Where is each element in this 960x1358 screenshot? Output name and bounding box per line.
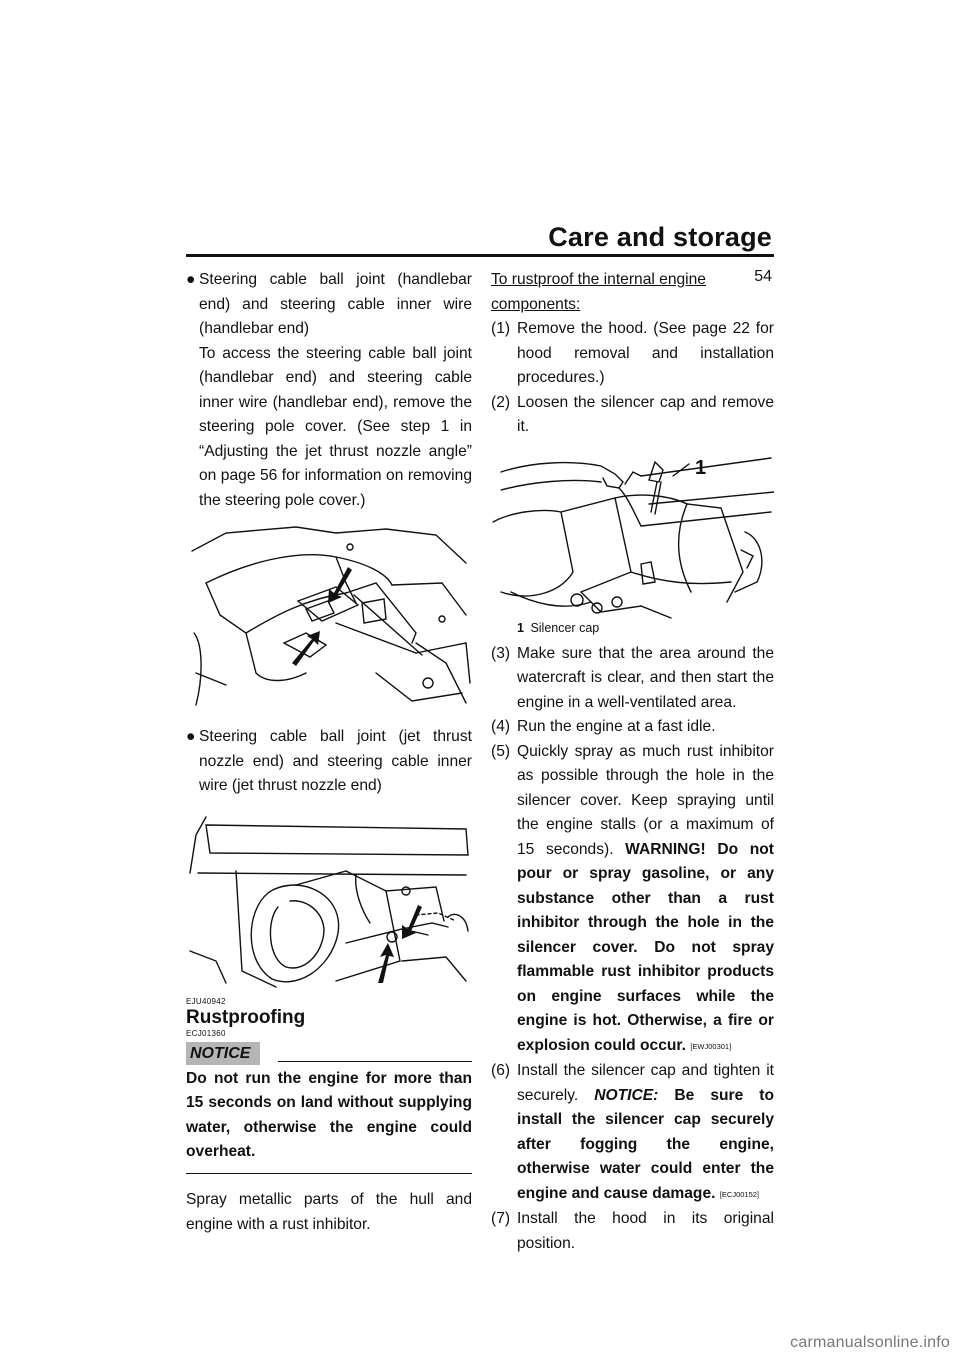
right-column: [491, 268, 774, 1256]
figure-silencer-cap: [491, 452, 774, 620]
figure-handlebar-end: [186, 523, 472, 711]
procedure-heading: To rustproof the internal engine components:: [491, 271, 706, 313]
step-number: (7): [491, 1210, 511, 1227]
notice-header: [186, 1039, 472, 1063]
handlebar-ball-joint-illustration: [186, 523, 472, 711]
step-number: (2): [491, 393, 511, 411]
notice-code: ECJ01360: [186, 1028, 226, 1038]
notice-badge: NOTICE: [186, 1042, 260, 1065]
header-divider: [186, 254, 774, 257]
caption-number: 1: [517, 620, 524, 635]
nozzle-ball-joint-illustration: [186, 811, 472, 989]
rustproofing-section: [186, 997, 472, 1238]
bullet-title: Steering cable ball joint (handlebar end) and steering cable inner wire (handlebar end): [199, 271, 472, 337]
step-text: Install the silencer cap and tighten it securely.: [517, 1062, 774, 1104]
step-notice: Be sure to install the silencer cap securely after fogging the engine, otherwise water could enter the engine and cause damage.: [517, 1086, 774, 1202]
step-text: Loosen the silencer cap and remove it.: [517, 393, 774, 435]
notice-bottom-rule: [186, 1173, 472, 1175]
step-number: (3): [491, 644, 511, 662]
step-text: Install the hood in its original position.: [517, 1210, 774, 1252]
step-text: Make sure that the area around the watercraft is clear, and then start the engine in a well-ventilated area.: [517, 644, 774, 711]
figure-callout-label: 1: [695, 456, 707, 479]
left-column: [186, 268, 472, 1237]
bullet-item-nozzle-end: [186, 725, 472, 799]
step-4: [491, 715, 774, 740]
step-number: (6): [491, 1062, 511, 1079]
bullet-title: Steering cable ball joint (jet thrust nozzle end) and steering cable inner wire (jet thrust nozzle end): [199, 728, 472, 794]
bullet-item-handlebar-end: [186, 268, 472, 513]
step-6: [491, 1059, 774, 1207]
section-title: Rustproofing: [186, 1006, 306, 1028]
step-warning: WARNING! Do not pour or spray gasoline, or any substance other than a rust inhibitor through the hole in the silencer cover. Do not spray flammable rust inhibitor products on engine surfaces while the engine is hot. Otherwise, a fire or explosion could occur.: [517, 840, 774, 1054]
notice-text: Do not run the engine for more than 15 seconds on land without supplying water, otherwise the engine could overheat.: [186, 1069, 472, 1160]
step-text: Quickly spray as much rust inhibitor as possible through the hole in the silencer cover. Keep spraying until the engine stalls (or a maximum of 15 seconds).: [517, 742, 774, 858]
bullet-body: To access the steering cable ball joint (handlebar end) and steering cable inner wire (handlebar end), remove the steering pole cover. (See step 1 in “Adjusting the jet thrust nozzle angle” on page 56 for information on removing the steering pole cover.): [199, 344, 472, 509]
step-2: [491, 391, 774, 440]
silencer-cap-illustration: [491, 452, 774, 620]
rustproofing-body: Spray metallic parts of the hull and engine with a rust inhibitor.: [186, 1191, 472, 1233]
notice-top-rule: [278, 1061, 472, 1063]
section-code: EJU40942: [186, 996, 226, 1006]
step-text: Run the engine at a fast idle.: [517, 718, 716, 735]
figure-caption: [517, 620, 774, 636]
step-number: (1): [491, 320, 511, 337]
bullet-icon: ●: [186, 271, 196, 288]
caption-text: Silencer cap: [530, 620, 600, 635]
bullet-icon: ●: [186, 728, 196, 745]
step-notice-label: NOTICE:: [594, 1086, 659, 1104]
page-number: 54: [754, 268, 772, 285]
notice-code: [ECJ00152]: [719, 1189, 760, 1199]
step-5: [491, 740, 774, 1060]
step-text: Remove the hood. (See page 22 for hood removal and installation procedures.): [517, 320, 774, 386]
step-number: (5): [491, 742, 511, 760]
step-number: (4): [491, 718, 511, 735]
page-title: Care and storage: [548, 222, 772, 252]
step-1: [491, 317, 774, 391]
figure-nozzle-end: [186, 811, 472, 989]
step-3: [491, 642, 774, 716]
warning-code: [EWJ00301]: [690, 1041, 732, 1051]
watermark: carmanualsonline.info: [790, 1334, 950, 1351]
step-7: [491, 1207, 774, 1256]
